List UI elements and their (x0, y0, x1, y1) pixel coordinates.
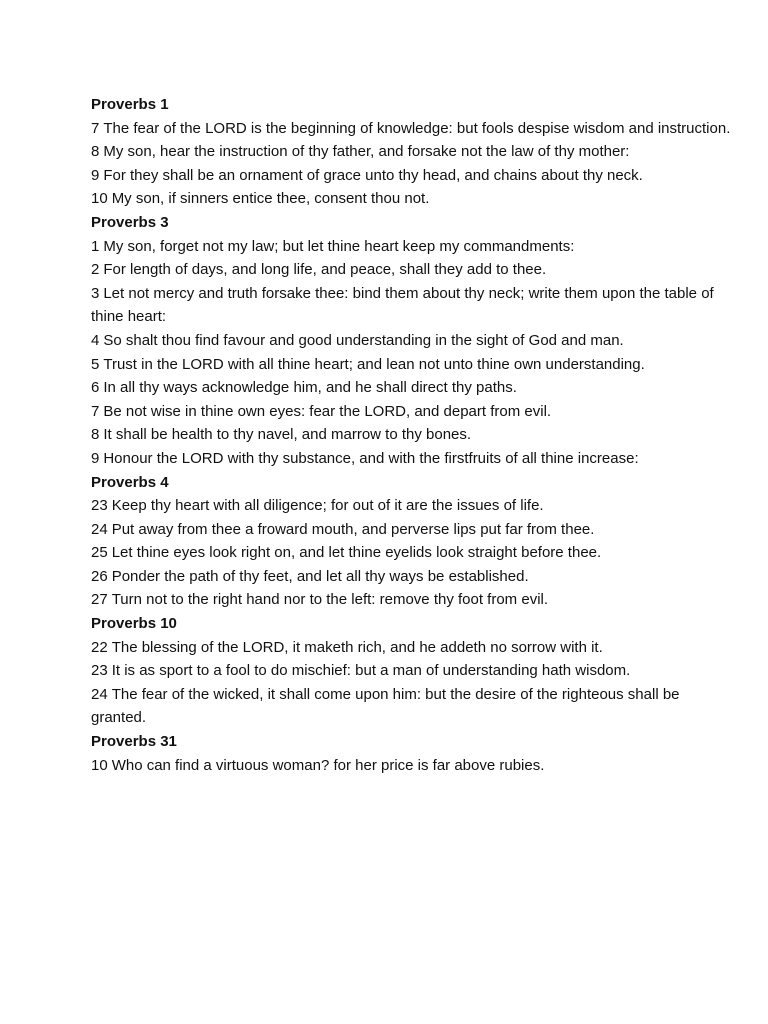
verse-number: 8 (91, 143, 100, 161)
verse (91, 258, 731, 282)
verse-number: 1 (91, 237, 100, 255)
verse-text: Be not wise in thine own eyes: fear the LORD, and depart from evil. (103, 402, 552, 420)
section-proverbs-31 (91, 730, 731, 777)
verse-number: 27 (91, 591, 108, 609)
verse (91, 541, 731, 565)
section-proverbs-10 (91, 612, 731, 730)
verse-number: 22 (91, 638, 108, 656)
verse-number: 8 (91, 426, 100, 444)
verse-number: 9 (91, 166, 100, 184)
verse-number: 24 (91, 520, 108, 538)
verse-number: 7 (91, 119, 100, 137)
verse (91, 683, 731, 730)
verse-number: 2 (91, 261, 100, 279)
verse (91, 518, 731, 542)
verse-text: It shall be health to thy navel, and marrow to thy bones. (103, 426, 472, 444)
verse-text: My son, forget not my law; but let thine heart keep my commandments: (103, 237, 575, 255)
verse-text: It is as sport to a fool to do mischief: but a man of understanding hath wisdom. (111, 662, 631, 680)
verse (91, 636, 731, 660)
verse (91, 494, 731, 518)
verse-number: 6 (91, 379, 100, 397)
verse-number: 26 (91, 567, 108, 585)
section-heading: Proverbs 1 (91, 96, 169, 113)
verse-number: 3 (91, 284, 100, 302)
verse (91, 565, 731, 589)
verse-number: 9 (91, 449, 100, 467)
section-heading: Proverbs 4 (91, 473, 169, 491)
verse (91, 400, 731, 424)
verse-text: Let thine eyes look right on, and let thine eyelids look straight before thee. (111, 544, 602, 562)
verse-text: The blessing of the LORD, it maketh rich, and he addeth no sorrow with it. (111, 638, 603, 656)
section-heading: Proverbs 3 (91, 213, 169, 231)
section-heading: Proverbs 10 (91, 615, 177, 633)
verse-text: Ponder the path of thy feet, and let all thy ways be established. (111, 567, 529, 585)
verse-number: 4 (91, 331, 100, 349)
verse-number: 25 (91, 544, 108, 562)
verse-text: Put away from thee a froward mouth, and perverse lips put far from thee. (111, 520, 595, 538)
verse-text: Turn not to the right hand nor to the left: remove thy foot from evil. (111, 591, 549, 609)
verse (91, 754, 731, 778)
document-page (91, 93, 731, 777)
verse (91, 376, 731, 400)
verse (91, 353, 731, 377)
verse-text: My son, hear the instruction of thy father, and forsake not the law of thy mother: (103, 143, 630, 161)
section-proverbs-4 (91, 471, 731, 613)
section-heading: Proverbs 31 (91, 733, 177, 751)
verse (91, 235, 731, 259)
verse-text: Trust in the LORD with all thine heart; and lean not unto thine own understanding. (103, 355, 645, 373)
section-proverbs-3 (91, 211, 731, 471)
verse-text: For they shall be an ornament of grace unto thy head, and chains about thy neck. (103, 166, 643, 184)
verse (91, 447, 731, 471)
verse-number: 24 (91, 685, 108, 703)
verse (91, 423, 731, 447)
verse-text: My son, if sinners entice thee, consent thou not. (111, 190, 430, 208)
verse-text: For length of days, and long life, and peace, shall they add to thee. (103, 261, 547, 279)
verse (91, 588, 731, 612)
verse-text: So shalt thou find favour and good understanding in the sight of God and man. (103, 331, 624, 349)
verse (91, 164, 731, 188)
verse-text: The fear of the LORD is the beginning of knowledge: but fools despise wisdom and instruction. (103, 119, 731, 137)
verse-number: 5 (91, 355, 100, 373)
verse-number: 10 (91, 756, 108, 774)
verse-text: The fear of the wicked, it shall come upon him: but the desire of the righteous shall be granted. (91, 685, 680, 727)
verse (91, 659, 731, 683)
verse (91, 140, 731, 164)
verse-number: 23 (91, 662, 108, 680)
verse (91, 117, 731, 141)
verse-number: 10 (91, 190, 108, 208)
verse-number: 7 (91, 402, 100, 420)
verse-text: Keep thy heart with all diligence; for out of it are the issues of life. (111, 497, 544, 515)
verse-text: Who can find a virtuous woman? for her price is far above rubies. (111, 756, 545, 774)
verse-number: 23 (91, 497, 108, 515)
verse (91, 187, 731, 211)
verse-text: Let not mercy and truth forsake thee: bind them about thy neck; write them upon the table of thine heart: (91, 284, 714, 326)
verse (91, 329, 731, 353)
verse (91, 282, 731, 329)
section-proverbs-1 (91, 93, 731, 211)
verse-text: Honour the LORD with thy substance, and with the firstfruits of all thine increase: (103, 449, 639, 467)
verse-text: In all thy ways acknowledge him, and he shall direct thy paths. (103, 379, 517, 397)
